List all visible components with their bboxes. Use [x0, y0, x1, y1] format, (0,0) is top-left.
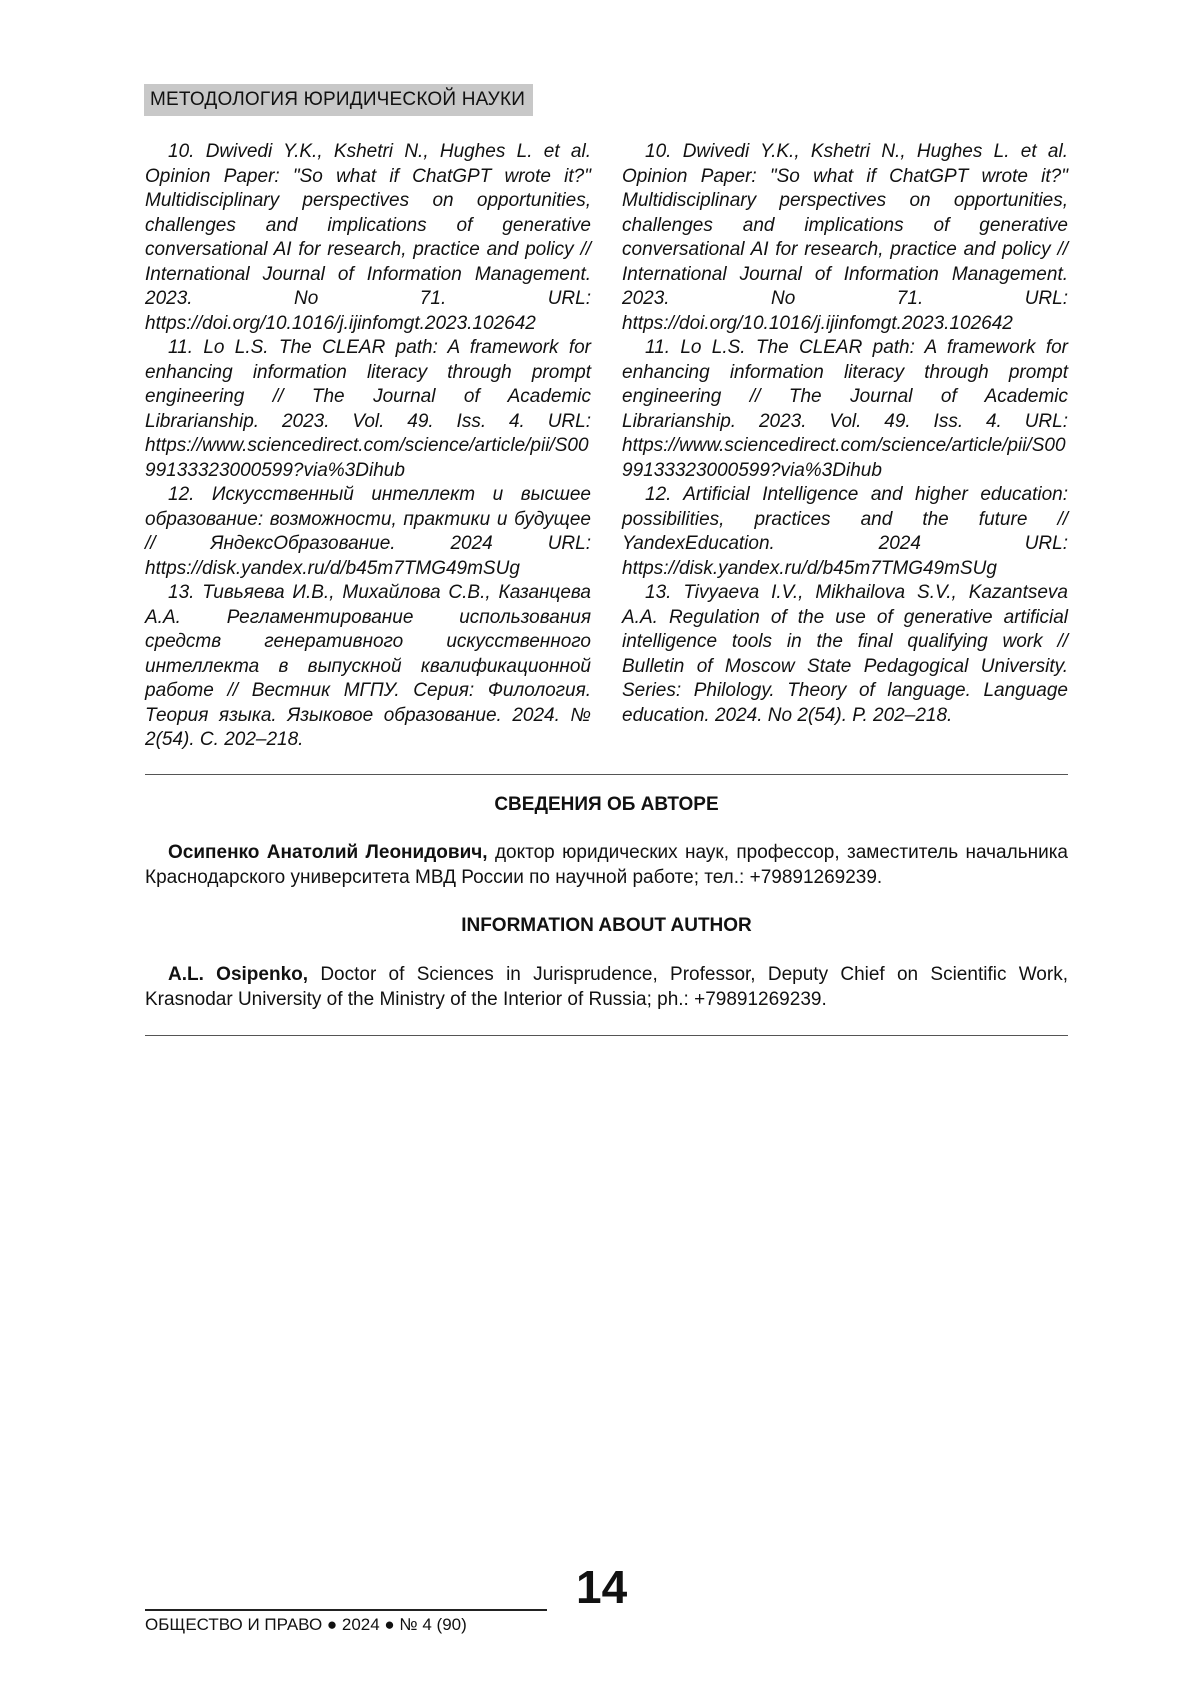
divider-top: [145, 774, 1068, 775]
page-number: 14: [576, 1561, 628, 1613]
reference-item: 13. Тивьяева И.В., Михайлова С.В., Казанцева А.А. Регламентирование использования средств генеративного искусственного интеллекта в выпускной квалификационной работе // Вестник МГПУ. Серия: Филология. Теория языка. Языковое образование. 2024. № 2(54). С. 202–218.: [145, 582, 591, 750]
reference-item: 10. Dwivedi Y.K., Kshetri N., Hughes L. et al. Opinion Paper: "So what if ChatGPT wrote it?" Multidisciplinary perspectives on opportunities, challenges and implications of generative conversational AI for research, practice and policy // International Journal of Information Management. 2023. No 71. URL: https://doi.org/10.1016/j.ijinfomgt.2023.102642: [622, 141, 1068, 334]
reference-item: 10. Dwivedi Y.K., Kshetri N., Hughes L. et al. Opinion Paper: "So what if ChatGPT wrote it?" Multidisciplinary perspectives on opportunities, challenges and implications of generative conversational AI for research, practice and policy // International Journal of Information Management. 2023. No 71. URL: https://doi.org/10.1016/j.ijinfomgt.2023.102642: [145, 141, 591, 334]
author-heading-ru: СВЕДЕНИЯ ОБ АВТОРЕ: [494, 794, 719, 815]
author-name-ru: Осипенко Анатолий Леонидович,: [168, 842, 488, 863]
divider-bottom: [145, 1035, 1068, 1036]
footer-rule: [145, 1609, 547, 1611]
author-name-en: A.L. Osipenko,: [168, 964, 309, 985]
references-column-russian: [145, 140, 591, 753]
section-label: МЕТОДОЛОГИЯ ЮРИДИЧЕСКОЙ НАУКИ: [144, 84, 533, 116]
author-details-ru: доктор юридических наук, профессор, заместитель начальника Краснодарского университета МВД России по научной работе; тел.: +79891269239.: [145, 842, 1068, 888]
reference-item: 13. Tivyaeva I.V., Mikhailova S.V., Kazantseva A.A. Regulation of the use of generative artificial intelligence tools in the final qualifying work // Bulletin of Moscow State Pedagogical University. Series: Philology. Theory of language. Language education. 2024. No 2(54). P. 202–218.: [622, 582, 1068, 726]
author-info-ru: [145, 840, 1068, 890]
footer-journal-info: ОБЩЕСТВО И ПРАВО ● 2024 ● № 4 (90): [145, 1615, 467, 1634]
reference-item: 11. Lo L.S. The CLEAR path: A framework for enhancing information literacy through prompt engineering // The Journal of Academic Librarianship. 2023. Vol. 49. Iss. 4. URL: https://www.sciencedirect.com/science/article/pii/S0099133323000599?via%3Dihub: [145, 337, 591, 481]
author-heading-en: INFORMATION ABOUT AUTHOR: [461, 915, 752, 936]
reference-item: 11. Lo L.S. The CLEAR path: A framework for enhancing information literacy through prompt engineering // The Journal of Academic Librarianship. 2023. Vol. 49. Iss. 4. URL: https://www.sciencedirect.com/science/article/pii/S0099133323000599?via%3Dihub: [622, 337, 1068, 481]
references-column-english: [622, 140, 1068, 728]
reference-item: 12. Artificial Intelligence and higher education: possibilities, practices and the future // YandexEducation. 2024 URL: https://disk.yandex.ru/d/b45m7TMG49mSUg: [622, 484, 1068, 579]
reference-item: 12. Искусственный интеллект и высшее образование: возможности, практики и будущее // ЯндексОбразование. 2024 URL: https://disk.yandex.ru/d/b45m7TMG49mSUg: [145, 484, 591, 579]
author-details-en: Doctor of Sciences in Jurisprudence, Professor, Deputy Chief on Scientific Work, Krasnodar University of the Ministry of the Interior of Russia; ph.: +79891269239.: [145, 964, 1068, 1010]
author-info-en: [145, 962, 1068, 1012]
